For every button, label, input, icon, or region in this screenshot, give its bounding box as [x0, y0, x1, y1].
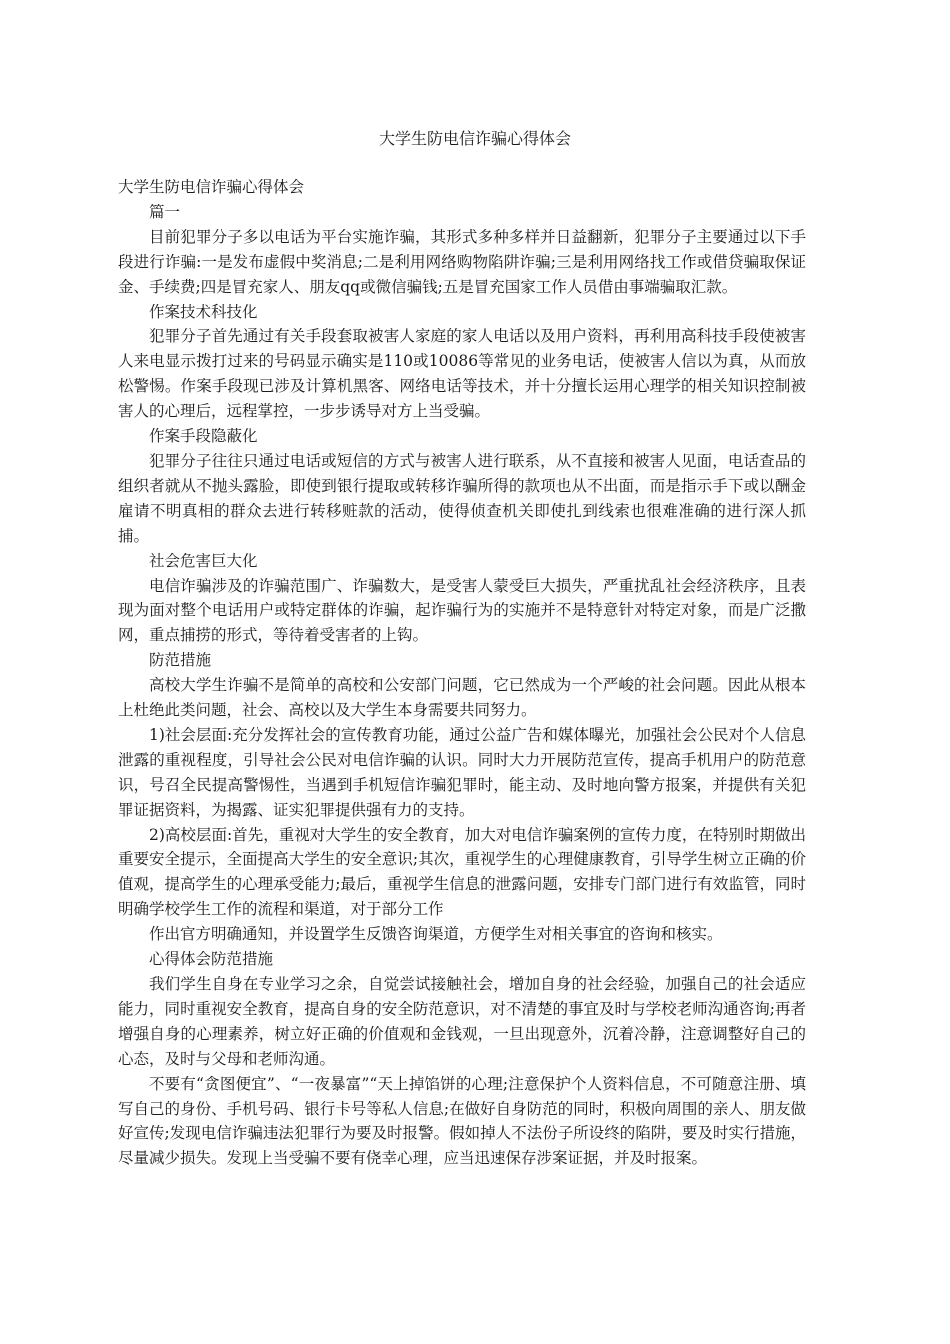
document-body	[118, 175, 806, 1171]
document-title: 大学生防电信诈骗心得体会	[378, 129, 571, 148]
paragraph: 作出官方明确通知，并设置学生反馈咨询渠道，方便学生对相关事宜的咨询和核实。	[149, 925, 723, 944]
section-heading: 心得体会防范措施	[149, 950, 274, 969]
paragraph: 高校大学生诈骗不是简单的高校和公安部门问题，它已然成为一个严峻的社会问题。因此从根本上杜绝此类问题，社会、高校以及大学生本身需要共同努力。	[118, 676, 806, 720]
body-heading: 大学生防电信诈骗心得体会	[118, 178, 305, 196]
paragraph: 1)社会层面:充分发挥社会的宣传教育功能，通过公益广告和媒体曝光，加强社会公民对个人信息泄露的重视程度，引导社会公民对电信诈骗的认识。同时大力开展防范宣传，提高手机用户的防范意识，号召全民提高警惕性，当遇到手机短信诈骗犯罪时，能主动、及时地向警方报案，并提供有关犯罪证据资料，为揭露、证实犯罪提供强有力的支持。	[118, 725, 806, 819]
section-heading: 防范措施	[149, 651, 212, 670]
paragraph: 犯罪分子首先通过有关手段套取被害人家庭的家人电话以及用户资料，再利用高科技手段使被害人来电显示拨打过来的号码显示确实是110或10086等常见的业务电话，使被害人信以为真，从而放松警惕。作案手段现已涉及计算机黑客、网络电话等技术，并十分擅长运用心理学的相关知识控制被害人的心理后，远程掌控，一步步诱导对方上当受骗。	[118, 327, 806, 421]
section-heading: 作案手段隐蔽化	[149, 427, 258, 446]
paragraph: 犯罪分子往往只通过电话或短信的方式与被害人进行联系，从不直接和被害人见面，电话查品的组织者就从不抛头露脸，即使到银行提取或转移诈骗所得的款项也从不出面，而是指示手下或以酬金雇请不明真相的群众去进行转移赃款的活动，使得侦查机关即使扎到线索也很难准确的进行深人抓捕。	[118, 451, 806, 545]
paragraph: 我们学生自身在专业学习之余，自觉尝试接触社会，增加自身的社会经验，加强自己的社会适应能力，同时重视安全教育，提高自身的安全防范意识，对不清楚的事宜及时与学校老师沟通咨询;再者增强自身的心理素养，树立好正确的价值观和金钱观，一旦出现意外，沉着冷静，注意调整好自己的心态，及时与父母和老师沟通。	[118, 975, 806, 1068]
section-heading: 社会危害巨大化	[149, 551, 258, 570]
paragraph: 电信诈骗涉及的诈骗范围广、诈骗数大，是受害人蒙受巨大损失，严重扰乱社会经济秩序，且表现为面对整个电话用户或特定群体的诈骗，起诈骗行为的实施并不是特意针对特定对象，而是广泛撒网，重点捕捞的形式，等待着受害者的上钩。	[118, 576, 806, 645]
paragraph: 不要有“贪图便宜”、“一夜暴富”“天上掉馅饼的心理;注意保护个人资料信息，不可随意注册、填写自己的身份、手机号码、银行卡号等私人信息;在做好自身防范的同时，积极向周围的亲人、朋友做好宣传;发现电信诈骗违法犯罪行为要及时报警。假如掉人不法份子所设终的陷阱，要及时实行措施，尽量减少损失。发现上当受骗不要有侥幸心理，应当迅速保存涉案证据，并及时报案。	[118, 1074, 806, 1168]
paragraph: 2)高校层面:首先，重视对大学生的安全教育，加大对电信诈骗案例的宣传力度，在特别时期做出重要安全提示，全面提高大学生的安全意识;其次，重视学生的心理健康教育，引导学生树立正确的价值观，提高学生的心理承受能力;最后，重视学生信息的泄露问题，安排专门部门进行有效监管，同时明确学校学生工作的流程和渠道，对于部分工作	[118, 825, 806, 919]
section-label-part-one: 篇一	[149, 202, 181, 221]
section-heading: 作案技术科技化	[149, 302, 258, 321]
paragraph: 目前犯罪分子多以电话为平台实施诈骗，其形式多种多样并日益翻新，犯罪分子主要通过以下手段进行诈骗:一是发布虚假中奖消息;二是利用网络购物陷阱诈骗;三是利用网络找工作或借贷骗取保证金、手续费;四是冒充家人、朋友qq或微信骗钱;五是冒充国家工作人员借由事端骗取汇款。	[118, 227, 806, 296]
